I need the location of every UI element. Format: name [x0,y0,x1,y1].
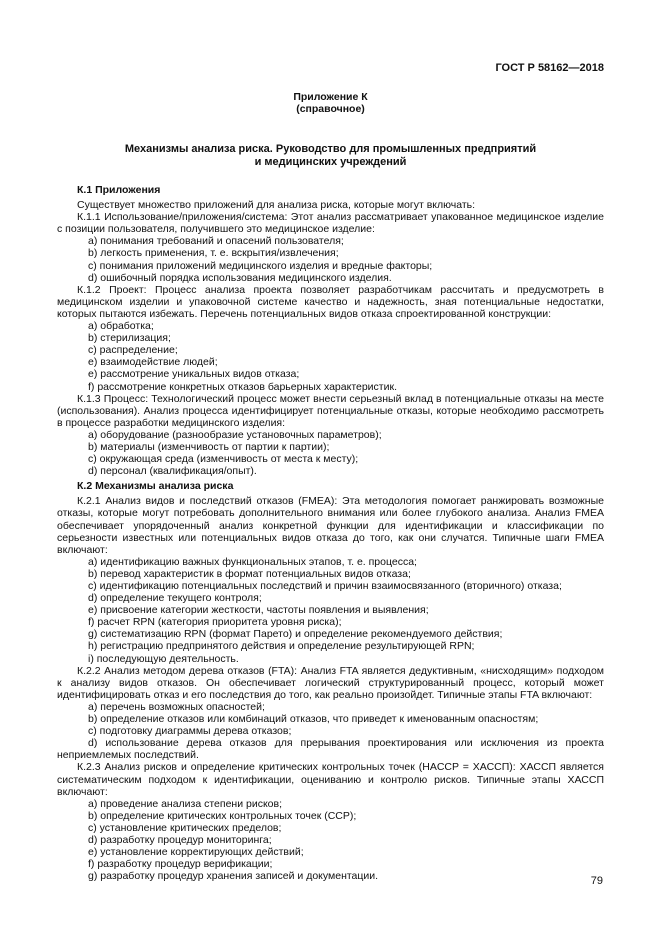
list-item: a) проведение анализа степени рисков; [88,797,283,810]
list-item: b) материалы (изменчивость от партии к партии); [88,440,330,453]
title-line-2: и медицинских учреждений [254,156,407,168]
list-item: c) идентификацию потенциальных последствий и причин взаимосвязанного (вторичного) отказа; [88,580,562,592]
list-item: g) разработку процедур хранения записей и документации. [88,870,379,883]
list-item: b) определение критических контрольных точек (CCP); [88,809,357,822]
paragraph: Существует множество приложений для анализа риска, которые могут включать: [77,199,476,212]
list-item: c) распределение; [88,344,178,357]
list-item: f) расчет RPN (категория приоритета уровня риска); [88,616,342,629]
list-item: e) рассмотрение уникальных видов отказа; [88,368,300,381]
document-title [57,143,604,169]
page-number: 79 [590,875,603,887]
list-item: d) использование дерева отказов для прерывания проектирования или исключения из проекта неприемлемых последствий. [57,737,604,762]
list-item: i) последующую деятельность. [88,652,239,665]
paragraph: К.2.1 Анализ видов и последствий отказов (FMEA): Эта методология помогает ранжировать возможные отказы, которые могут потребовать дополнительного внимания или более глубокого анализа. Анализ FMEA обеспечивает упорядоченный анализ конкретной функции для идентификации и классификации по серьезности известных или потенциальных видов отказа до того, как они случатся. Типичные шаги FMEA включают: [57,495,604,556]
list-item: d) разработку процедур мониторинга; [88,833,272,846]
list-item: f) разработку процедур верификации; [88,858,273,871]
list-item: f) рассмотрение конкретных отказов барьерных характеристик. [88,380,397,393]
list-item: h) регистрацию предпринятого действия и определение результирующей RPN; [88,640,475,653]
list-item: c) установление критических пределов; [88,821,282,834]
paragraph: К.1.1 Использование/приложения/система: Этот анализ рассматривает упакованное медицинское изделие с позиции пользователя, получившего это медицинское изделие: [57,211,604,236]
list-item: c) подготовку диаграммы дерева отказов; [88,725,292,738]
list-item: a) перечень возможных опасностей; [88,700,265,713]
paragraph: К.1.3 Процесс: Технологический процесс может внести серьезный вклад в потенциальные отказы на месте (использования). Анализ процесса идентифицирует потенциальные отказы, которые необходимо рассмотреть в процессе разработки медицинского изделия: [57,392,604,429]
list-item: a) идентификацию важных функциональных этапов, т. е. процесса; [88,555,417,568]
list-item: a) оборудование (разнообразие установочных параметров); [88,428,382,441]
list-item: b) определение отказов или комбинаций отказов, что приведет к именованным опасностям; [88,713,539,726]
list-item: d) определение текущего контроля; [88,592,262,605]
list-item: e) взаимодействие людей; [88,356,218,369]
appendix-label: Приложение К [293,91,368,103]
list-item: e) присвоение категории жесткости, частоты появления и выявления; [88,604,429,617]
paragraph: К.2.3 Анализ рисков и определение критических контрольных точек (HACCP = ХАССП): ХАССП является систематическим подходом к идентификации, оцениванию и контролю рисков. Типичные этапы ХАССП включают: [57,761,604,798]
paragraph: К.1.2 Проект: Процесс анализа проекта позволяет разработчикам рассчитать и предусмотреть в медицинском изделии и упаковочной системе качество и надежность, зная потенциальные недостатки, которых пытаются избежать. Перечень потенциальных видов отказа спроектированной конструкции: [57,283,604,320]
list-item: c) окружающая среда (изменчивость от места к месту); [88,453,359,466]
list-item: b) стерилизация; [88,332,171,345]
list-item: d) ошибочный порядка использования медицинского изделия. [88,271,392,284]
content [57,184,604,882]
list-item: e) установление корректирующих действий; [88,846,304,859]
list-item: a) понимания требований и опасений пользователя; [88,235,344,248]
paragraph: К.2.2 Анализ методом дерева отказов (FTA): Анализ FTA является дедуктивным, «нисходящим» подходом к анализу видов отказов. Он обеспечивает логический структурированный процесс, который может идентифицировать отказ и его последствия до того, как реально произойдет. Типичные этапы FTA включают: [57,664,604,701]
appendix-kind: (справочное) [296,103,365,115]
list-item: a) обработка; [88,320,154,333]
section-heading: К.2 Механизмы анализа риска [77,480,234,493]
list-item: b) легкость применения, т. е. вскрытия/извлечения; [88,247,339,260]
doc-number: ГОСТ Р 58162—2018 [495,62,604,74]
list-item: b) перевод характеристик в формат потенциальных видов отказа; [88,567,411,580]
list-item: d) персонал (квалификация/опыт). [88,465,257,478]
list-item: c) понимания приложений медицинского изделия и вредные факторы; [88,259,433,272]
list-item: g) систематизацию RPN (формат Парето) и определение рекомендуемого действия; [88,628,503,641]
section-heading: К.1 Приложения [77,184,161,196]
appendix-block [57,91,604,115]
title-line-1: Механизмы анализа риска. Руководство для промышленных предприятий [124,143,537,155]
